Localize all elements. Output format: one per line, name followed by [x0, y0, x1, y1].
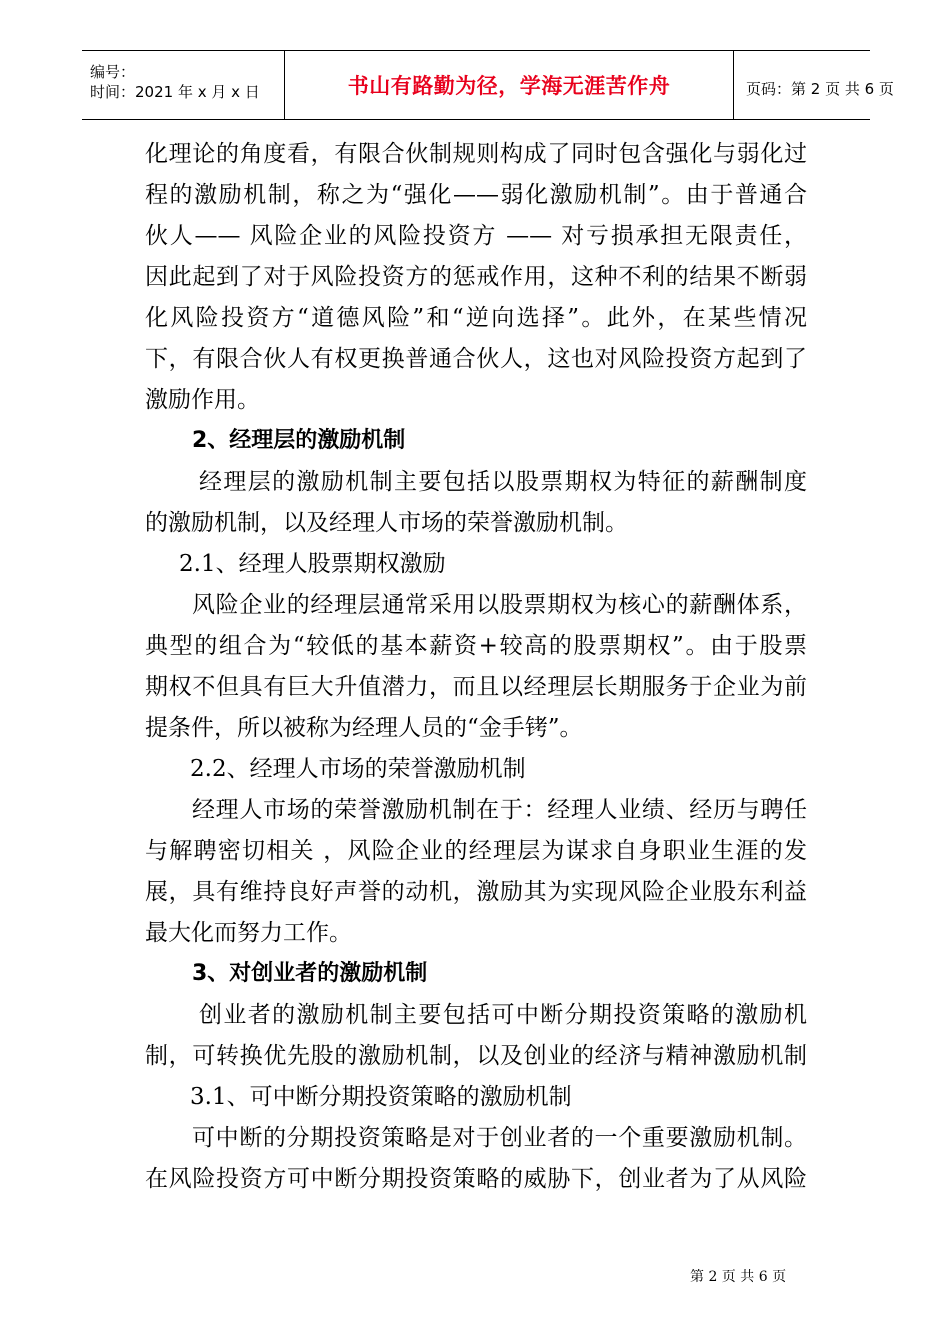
page-header [82, 50, 894, 120]
paragraph-line: 展，具有维持良好声誉的动机，激励其为实现风险企业股东利益 [145, 879, 807, 905]
header-page-cell [734, 51, 894, 119]
paragraph-line: 化理论的角度看，有限合伙制规则构成了同时包含强化与弱化过 [145, 141, 807, 167]
paragraph-line: 下，有限合伙人有权更换普通合伙人，这也对风险投资方起到了 [145, 346, 807, 372]
header-info-cell [82, 51, 284, 119]
header-motto: 书山有路勤为径，学海无涯苦作舟 [347, 74, 671, 98]
paragraph-line: 在风险投资方可中断分期投资策略的威胁下，创业者为了从风险 [145, 1166, 807, 1192]
paragraph-line: 因此起到了对于风险投资方的惩戒作用，这种不利的结果不断弱 [145, 264, 807, 290]
paragraph-line: 最大化而努力工作。 [145, 920, 352, 946]
paragraph-line: 提条件，所以被称为经理人员的“金手铐”。 [145, 715, 583, 741]
paragraph-line: 激励作用。 [145, 387, 260, 413]
header-page-number: 页码：第 2 页 共 6 页 [746, 80, 894, 98]
header-motto-cell [284, 51, 734, 119]
paragraph-line: 制，可转换优先股的激励机制，以及创业的经济与精神激励机制 [145, 1043, 807, 1069]
paragraph-line: 可中断的分期投资策略是对于创业者的一个重要激励机制。 [192, 1125, 807, 1151]
paragraph-line: 经理人市场的荣誉激励机制在于：经理人业绩、经历与聘任 [192, 797, 807, 823]
paragraph-line: 与解聘密切相关 ，风险企业的经理层为谋求自身职业生涯的发 [145, 838, 807, 864]
subsection-heading: 2.2、经理人市场的荣誉激励机制 [190, 756, 526, 782]
paragraph-line: 的激励机制，以及经理人市场的荣誉激励机制。 [145, 510, 628, 536]
paragraph-line: 化风险投资方“道德风险”和“逆向选择”。此外，在某些情况 [145, 305, 807, 331]
section-heading: 3、对创业者的激励机制 [192, 961, 428, 986]
time-label: 时间：2021 年 x 月 x 日 [90, 83, 260, 101]
paragraph-line: 程的激励机制，称之为“强化——弱化激励机制”。由于普通合 [145, 182, 807, 208]
paragraph-line: 期权不但具有巨大升值潜力，而且以经理层长期服务于企业为前 [145, 674, 807, 700]
paragraph-line: 创业者的激励机制主要包括可中断分期投资策略的激励机 [199, 1002, 807, 1028]
paragraph-line: 经理层的激励机制主要包括以股票期权为特征的薪酬制度 [199, 469, 807, 495]
subsection-heading: 3.1、可中断分期投资策略的激励机制 [190, 1084, 572, 1110]
section-heading: 2、经理层的激励机制 [192, 428, 406, 453]
paragraph-line: 风险企业的经理层通常采用以股票期权为核心的薪酬体系， [192, 592, 807, 618]
subsection-heading: 2.1、经理人股票期权激励 [179, 551, 446, 577]
footer-page-number: 第 2 页 共 6 页 [690, 1269, 787, 1285]
paragraph-line: 伙人—— 风险企业的风险投资方 —— 对亏损承担无限责任， [145, 223, 807, 249]
number-label: 编号： [90, 63, 136, 81]
paragraph-line: 典型的组合为“较低的基本薪资+较高的股票期权”。由于股票 [145, 633, 807, 659]
